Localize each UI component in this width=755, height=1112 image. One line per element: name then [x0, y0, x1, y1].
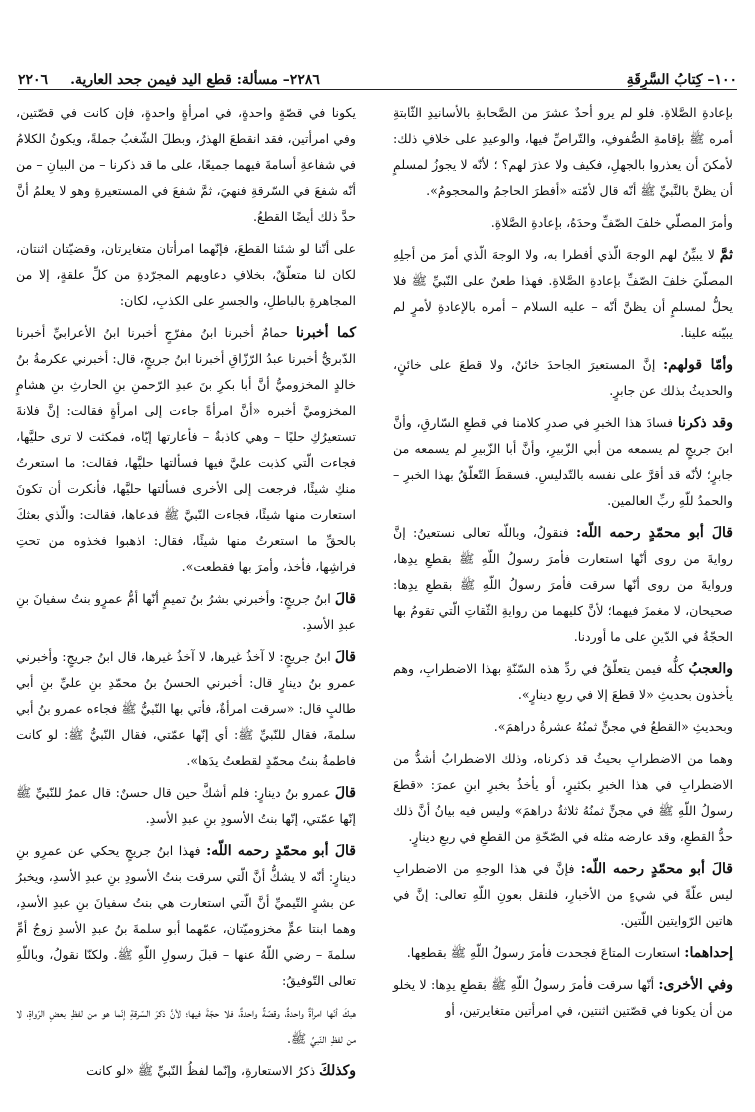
paragraph [16, 838, 356, 994]
paragraph-lead: قالَ أبو محمّدٍ رحمه اللّه: [580, 861, 733, 877]
paragraph [16, 586, 356, 638]
paragraph-lead: وأمّا قولهم: [662, 357, 733, 373]
paragraph [16, 644, 356, 774]
paragraph-text: وأمرَ المصلّي خلفَ الصّفِّ وحدَهُ، بإعادةِ الصَّلاةِ. [490, 215, 733, 230]
paragraph [393, 100, 733, 204]
paragraph [16, 1058, 356, 1084]
paragraph [16, 1000, 356, 1052]
paragraph-text: كلُّه فيمن يتعلّقُ في ردِّ هذه السّنّةِ بهذا الاضطرابِ، وهم يأخذون بحديثِ «لا قطعَ إلا في ربعِ دينارٍ». [393, 661, 733, 702]
paragraph-lead: وقد ذكرنا [677, 415, 733, 431]
paragraph-lead: ثمَّ [719, 247, 733, 263]
paragraph [16, 780, 356, 832]
paragraph-lead: والعجبُ [688, 661, 733, 677]
paragraph-lead: قالَ [334, 649, 356, 665]
paragraph-text: يكونا في قصّةٍ واحدةٍ، في امرأةٍ واحدةٍ، فإن كانت في قصّتين، وفي امرأتين، فقد انقطعَ الهذرُ، وبطلَ الشّغبُ جملةً، ويكونُ الكلامُ في شفاعةِ أسامةَ فيهما جميعًا، على ما قد ذكرنا – من البيانِ – من أنّه شفعَ في السّرقةِ فنهيَ، ثمَّ شفعَ في المستعيرةِ وهو لا يعلمُ أنَّ حدَّ ذلك أيضًا القطعُ. [16, 105, 356, 224]
paragraph [393, 520, 733, 650]
paragraph-lead: إحداهما: [684, 945, 733, 961]
paragraph-text: على أنّنا لو شئنا القطعَ، فإنّهما امرأتان متغايرتان، وقضيّتان اثنتان، لكان لنا متعلّقٌ، بخلافِ دعاويهم المجرّدةِ من كلِّ علقةٍ، إلا من المجاهرةِ بالباطلِ، والجسرِ على الكذبِ، لكان: [16, 241, 356, 308]
right-text-column [393, 100, 733, 1030]
paragraph-text: عمرو بنُ دينارٍ: فلم أشكَّ حين قال حسنٌ: قال عمرُ للنّبيِّ ﷺ إنّها عمّتي، إنّها بنتُ الأسودِ بنِ عبدِ الأسدِ. [16, 785, 356, 826]
paragraph [393, 856, 733, 934]
paragraph-text: ابنُ جريجٍ: لا آخذُ غيرها، لا آخذُ غيرها، قال ابنُ جريجٍ: وأخبرني عمرو بنُ دينارٍ قال: أخبرني الحسنُ بنُ محمّدِ بنِ عليِّ بنِ أبي طالبٍ قال: «سرقت امرأةٌ، فأتي بها النّبيُّ ﷺ فجاءه عمرو بنُ أبي سلمةَ، فقال للنّبيِّ ﷺ: أي إنّها عمّتي، فقال النّبيُّ ﷺ: لو كانت فاطمةُ بنتُ محمّدٍ لقطعتُ يدَها». [16, 649, 356, 768]
paragraph-text: هبكَ أنّها امرأةٌ واحدةٌ، وقصّةٌ واحدةٌ، فلا حجّةَ فيها؛ لأنَّ ذكرَ السّرقةِ إنّما هو من لفظِ بعضِ الرّواةِ، لا من لفظِ النّبيِّ ﷺ. [16, 1005, 356, 1046]
paragraph-text: فنقولُ، وباللّه تعالى نستعينُ: إنَّ روايةَ من روى أنّها استعارت فأمرَ رسولُ اللّهِ ﷺ بقطعِ يدِها، وروايةَ من روى أنّها سرقت فأمرَ رسولُ اللّهِ ﷺ بقطعِ يدِها: صحيحان، لا مغمزَ فيهما؛ لأنَّ كليهما من روايةِ الثّقاتِ الّتي تقومُ بها الحجّةُ في الدّينِ على ما أوردنا. [393, 525, 733, 644]
paragraph [393, 714, 733, 740]
paragraph [16, 320, 356, 580]
paragraph-text: ذكرُ الاستعارةِ، وإنّما لفظُ النّبيِّ ﷺ «لو كانت [86, 1063, 316, 1078]
paragraph-lead: قالَ [334, 591, 356, 607]
paragraph-text: حمامٌ أخبرنا ابنُ مفرّجٍ أخبرنا ابنُ الأعرابيِّ أخبرنا الدّبريُّ أخبرنا عبدُ الرّزّاقِ أخبرنا ابنُ جريجٍ، قال: أخبرني عكرمةُ بنُ خالدٍ المخزوميُّ أنَّ أبا بكرِ بنَ عبدِ الرّحمنِ بنِ الحارثِ بنِ هشامٍ المخزوميَّ أخبره «أنَّ امرأةً جاءت إلى امرأةٍ فقالت: إنَّ فلانةَ تستعيرُكِ حليًا – وهي كاذبةٌ – فأعارتها إيّاه، فمكثت لا ترى حليَّها، فجاءت الّتي كذبت عليَّ فيها فسألتها حليَّها، فقالت: ما استعرتُ منكِ شيئًا، فرجعت إلى الأخرى فسألتها حليَّها، فأنكرت أن تكونَ استعارت منها شيئًا، فجاءت النّبيَّ ﷺ فدعاها، فقالت: والّذي بعثكَ بالحقِّ ما استعرتُ منها شيئًا، فقال: اذهبوا فخذوه من تحتِ فراشِها، فأخذ، وأمرَ بها فقطعت». [16, 325, 356, 574]
page-header [18, 62, 737, 88]
header-left-title: ٢٢٨٦– مسألة: قطع اليد فيمن جحد العارية. [70, 72, 320, 88]
paragraph-lead: قالَ [334, 785, 356, 801]
paragraph-lead: قالَ أبو محمّدٍ رحمه اللّه: [206, 843, 356, 859]
paragraph [393, 410, 733, 514]
left-text-column [16, 100, 356, 1090]
paragraph-text: بإعادةِ الصَّلاةِ. فلو لم يرو أحدٌ عشرَ من الصَّحابةِ بالأسانيدِ الثّابتةِ أمره ﷺ بإقامةِ الصُّفوفِ، والتّراصِّ فيها، والوعيدِ على خلافِ ذلك: لأمكنَ أن يعذروا بالجهلِ، فكيف ولا عذرَ لهم؟ ؛ لأنّه لا يجوزُ لمسلمٍ أن يظنَّ بالنَّبيِّ ﷺ أنّه قال لأمّته «أفطرَ الحاجمُ والمحجومُ». [393, 105, 733, 198]
paragraph [393, 940, 733, 966]
paragraph-text: إنَّ المستعيرَ الجاحدَ خائنٌ، ولا قطعَ على خائنٍ، والحديثُ بذلك عن جابرٍ. [393, 357, 733, 398]
paragraph-lead: قالَ أبو محمّدٍ رحمه اللّه: [575, 525, 733, 541]
page-number: ٢٢٠٦ [18, 72, 49, 88]
paragraph [393, 242, 733, 346]
paragraph [393, 972, 733, 1024]
paragraph [393, 352, 733, 404]
header-left-group [18, 72, 320, 88]
paragraph-text: ابنُ جريجٍ: وأخبرني بشرُ بنُ تميمٍ أنّها أمُّ عمرٍو بنتُ سفيانَ بنِ عبدِ الأسدِ. [16, 591, 356, 632]
paragraph [393, 210, 733, 236]
paragraph [16, 100, 356, 230]
paragraph-lead: كما أخبرنا [295, 325, 356, 341]
header-right-title: ١٠٠– كِتابُ السَّرِقَةِ [626, 72, 737, 88]
paragraph-text: أنّها سرقت فأمرَ رسولُ اللّهِ ﷺ بقطعِ يدِها: لا يخلو من أن يكونا في قصّتين اثنتين، في امرأتين متغايرتين، أو [393, 977, 733, 1018]
paragraph-lead: وفي الأخرى: [658, 977, 733, 993]
paragraph-text: فإنَّ في هذا الوجهِ من الاضطرابِ ليس علّةً في شيءٍ من الأخبارِ، فلنقل بعونِ اللّهِ تعالى: إنَّ في هاتين الرّوايتين اللّتين. [393, 861, 733, 928]
header-rule [18, 89, 737, 90]
paragraph-text: استعارت المتاعَ فجحدت فأمرَ رسولُ اللّهِ ﷺ بقطعِها. [406, 945, 681, 960]
paragraph-text: وهما من الاضطرابِ بحيثُ قد ذكرناه، وذلك الاضطرابُ أشدُّ من الاضطرابِ في هذا الخبرِ بكثيرٍ، أو يأخذُ بخبرِ ابنِ عمرَ: «قطعَ رسولُ اللّهِ ﷺ في مجنٍّ ثمنُهُ ثلاثةُ دراهمَ» وليس فيه بيانُ أنَّ ذلك حدُّ القطعِ، وقد عارضه مثله في الصّحّةِ من القطعِ في ربعِ دينارٍ. [393, 751, 733, 844]
paragraph [16, 236, 356, 314]
paragraph-text: فسادَ هذا الخبرِ في صدرِ كلامنا في قطعِ السّارقِ، وأنَّ ابنَ جريجٍ لم يسمعه من أبي الزّبيرِ، وأنَّ أبا الزّبيرِ لم يسمعه من جابرٍ؛ لأنّه قد أقرَّ على نفسه بالتّدليسِ. فسقطَ التّعلّقُ بهذا الخبرِ – والحمدُ للّهِ ربِّ العالمين. [393, 415, 733, 508]
paragraph-text: وبحديثِ «القطعُ في مجنٍّ ثمنُهُ عشرةُ دراهمَ». [493, 719, 733, 734]
paragraph-lead: وكذلكَ [319, 1063, 356, 1079]
paragraph [393, 656, 733, 708]
paragraph-text: لا يبيِّنُ لهم الوجهَ الّذي أفطرا به، ولا الوجهَ الّذي أمرَ من أجلِهِ المصلّيَ خلفَ الصّفِّ بإعادةِ الصَّلاةِ. فهذا طعنٌ على النّبيِّ ﷺ فلا يحلُّ لمسلمٍ أن يظنَّ أنّه – عليه السلام – أمره بالإعادةِ لأمرٍ لم يبيّنه علينا. [393, 247, 733, 340]
paragraph [393, 746, 733, 850]
paragraph-text: فهذا ابنُ جريجٍ يحكي عن عمرِو بنِ دينارٍ: أنّه لا يشكُّ أنَّ الّتي سرقت بنتُ الأسودِ بنِ عبدِ الأسدِ، ويخبرُ عن بشرٍ التّيميِّ أنَّ الّتي استعارت هي بنتُ سفيانَ بنِ عبدِ الأسدِ، وهما ابنتا عمٍّ مخزوميّتان، عمّهما أبو سلمةَ بنُ عبدِ الأسدِ زوجُ أمِّ سلمةَ – رضي اللّهُ عنها – قبلَ رسولِ اللّهِ ﷺ. ولكنّا نقولُ، وباللّهِ تعالى التّوفيقُ: [16, 843, 356, 988]
